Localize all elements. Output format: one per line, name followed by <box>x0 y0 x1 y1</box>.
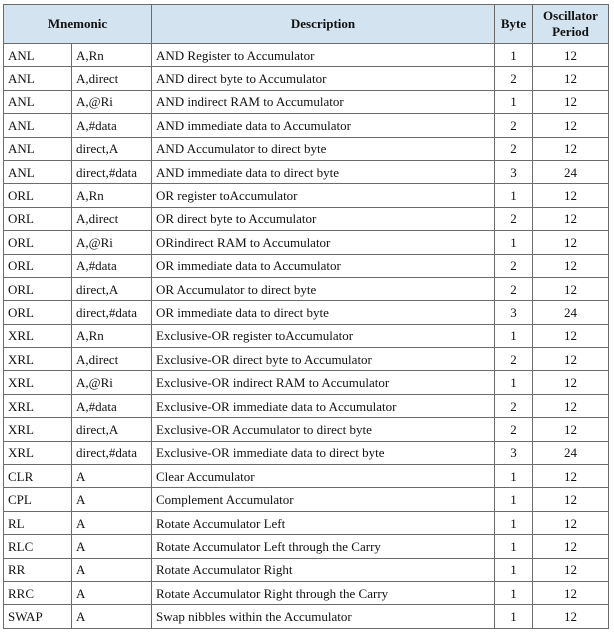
table-row <box>4 114 609 137</box>
cell-byte: 3 <box>495 160 533 183</box>
cell-description: ORindirect RAM to Accumulator <box>152 231 495 254</box>
cell-byte: 1 <box>495 324 533 347</box>
cell-oscillator-period: 12 <box>533 535 609 558</box>
cell-mnemonic: ANL <box>4 160 72 183</box>
cell-byte: 1 <box>495 558 533 581</box>
cell-operand: A,@Ri <box>72 90 152 113</box>
table-row <box>4 581 609 604</box>
cell-byte: 2 <box>495 277 533 300</box>
table-row <box>4 605 609 628</box>
table-row <box>4 67 609 90</box>
table-row <box>4 90 609 113</box>
table-row <box>4 348 609 371</box>
header-byte: Byte <box>495 5 533 44</box>
cell-byte: 2 <box>495 207 533 230</box>
cell-oscillator-period: 12 <box>533 254 609 277</box>
cell-description: OR register toAccumulator <box>152 184 495 207</box>
table-row <box>4 301 609 324</box>
table-row <box>4 441 609 464</box>
table-row <box>4 488 609 511</box>
cell-operand: A,direct <box>72 67 152 90</box>
cell-mnemonic: CPL <box>4 488 72 511</box>
table-row <box>4 254 609 277</box>
cell-mnemonic: ORL <box>4 207 72 230</box>
table-row <box>4 44 609 67</box>
cell-byte: 1 <box>495 90 533 113</box>
cell-mnemonic: ORL <box>4 254 72 277</box>
cell-byte: 2 <box>495 394 533 417</box>
cell-operand: A,#data <box>72 114 152 137</box>
cell-oscillator-period: 12 <box>533 324 609 347</box>
table-row <box>4 137 609 160</box>
table-row <box>4 511 609 534</box>
cell-mnemonic: RLC <box>4 535 72 558</box>
cell-description: Rotate Accumulator Right <box>152 558 495 581</box>
cell-mnemonic: SWAP <box>4 605 72 628</box>
header-oscillator-line1: Oscillator <box>543 8 598 23</box>
cell-byte: 1 <box>495 511 533 534</box>
cell-oscillator-period: 24 <box>533 160 609 183</box>
cell-mnemonic: CLR <box>4 465 72 488</box>
cell-operand: A <box>72 465 152 488</box>
cell-oscillator-period: 12 <box>533 511 609 534</box>
cell-description: Exclusive-OR immediate data to Accumulator <box>152 394 495 417</box>
cell-mnemonic: ORL <box>4 277 72 300</box>
cell-mnemonic: RL <box>4 511 72 534</box>
cell-operand: A,@Ri <box>72 371 152 394</box>
cell-mnemonic: RR <box>4 558 72 581</box>
cell-mnemonic: ORL <box>4 184 72 207</box>
cell-operand: A <box>72 581 152 604</box>
cell-byte: 1 <box>495 465 533 488</box>
cell-oscillator-period: 12 <box>533 605 609 628</box>
cell-mnemonic: ANL <box>4 44 72 67</box>
instruction-table <box>3 4 609 629</box>
cell-byte: 2 <box>495 137 533 160</box>
cell-operand: direct,#data <box>72 160 152 183</box>
cell-description: Rotate Accumulator Left through the Carry <box>152 535 495 558</box>
cell-operand: A,#data <box>72 254 152 277</box>
cell-operand: A,direct <box>72 348 152 371</box>
cell-description: OR immediate data to direct byte <box>152 301 495 324</box>
cell-description: OR immediate data to Accumulator <box>152 254 495 277</box>
cell-operand: A <box>72 488 152 511</box>
table-row <box>4 418 609 441</box>
cell-byte: 1 <box>495 371 533 394</box>
cell-mnemonic: ANL <box>4 90 72 113</box>
cell-description: AND Register to Accumulator <box>152 44 495 67</box>
cell-byte: 2 <box>495 348 533 371</box>
cell-operand: A <box>72 511 152 534</box>
table-row <box>4 160 609 183</box>
cell-oscillator-period: 12 <box>533 44 609 67</box>
cell-mnemonic: XRL <box>4 371 72 394</box>
cell-oscillator-period: 12 <box>533 67 609 90</box>
cell-description: AND indirect RAM to Accumulator <box>152 90 495 113</box>
cell-description: Rotate Accumulator Left <box>152 511 495 534</box>
cell-operand: A <box>72 605 152 628</box>
cell-oscillator-period: 12 <box>533 558 609 581</box>
cell-description: AND immediate data to direct byte <box>152 160 495 183</box>
cell-byte: 1 <box>495 581 533 604</box>
cell-oscillator-period: 12 <box>533 277 609 300</box>
cell-operand: A <box>72 558 152 581</box>
cell-operand: A,Rn <box>72 184 152 207</box>
cell-description: Complement Accumulator <box>152 488 495 511</box>
cell-operand: A,Rn <box>72 44 152 67</box>
cell-operand: direct,A <box>72 277 152 300</box>
cell-oscillator-period: 12 <box>533 137 609 160</box>
cell-description: OR Accumulator to direct byte <box>152 277 495 300</box>
cell-operand: A,direct <box>72 207 152 230</box>
cell-description: AND immediate data to Accumulator <box>152 114 495 137</box>
cell-mnemonic: XRL <box>4 441 72 464</box>
cell-description: Exclusive-OR register toAccumulator <box>152 324 495 347</box>
table-row <box>4 207 609 230</box>
cell-oscillator-period: 12 <box>533 114 609 137</box>
cell-oscillator-period: 12 <box>533 394 609 417</box>
cell-description: Swap nibbles within the Accumulator <box>152 605 495 628</box>
cell-oscillator-period: 12 <box>533 231 609 254</box>
cell-byte: 3 <box>495 301 533 324</box>
cell-description: Exclusive-OR immediate data to direct byte <box>152 441 495 464</box>
table-row <box>4 558 609 581</box>
cell-byte: 2 <box>495 418 533 441</box>
cell-description: Clear Accumulator <box>152 465 495 488</box>
header-oscillator-period <box>533 5 609 44</box>
table-row <box>4 231 609 254</box>
cell-description: AND Accumulator to direct byte <box>152 137 495 160</box>
table-row <box>4 535 609 558</box>
cell-oscillator-period: 24 <box>533 301 609 324</box>
cell-mnemonic: ORL <box>4 231 72 254</box>
cell-operand: A <box>72 535 152 558</box>
table-row <box>4 371 609 394</box>
cell-oscillator-period: 12 <box>533 465 609 488</box>
cell-mnemonic: ANL <box>4 137 72 160</box>
cell-description: OR direct byte to Accumulator <box>152 207 495 230</box>
cell-byte: 2 <box>495 114 533 137</box>
cell-oscillator-period: 12 <box>533 371 609 394</box>
cell-operand: direct,A <box>72 137 152 160</box>
cell-byte: 1 <box>495 184 533 207</box>
cell-mnemonic: ANL <box>4 114 72 137</box>
cell-mnemonic: XRL <box>4 324 72 347</box>
cell-mnemonic: XRL <box>4 394 72 417</box>
cell-oscillator-period: 12 <box>533 90 609 113</box>
table-row <box>4 394 609 417</box>
cell-mnemonic: XRL <box>4 348 72 371</box>
cell-oscillator-period: 24 <box>533 441 609 464</box>
cell-operand: direct,#data <box>72 301 152 324</box>
cell-description: AND direct byte to Accumulator <box>152 67 495 90</box>
cell-oscillator-period: 12 <box>533 184 609 207</box>
table-row <box>4 184 609 207</box>
cell-description: Rotate Accumulator Right through the Carry <box>152 581 495 604</box>
cell-description: Exclusive-OR direct byte to Accumulator <box>152 348 495 371</box>
cell-operand: direct,#data <box>72 441 152 464</box>
cell-byte: 1 <box>495 231 533 254</box>
header-description: Description <box>152 5 495 44</box>
cell-mnemonic: XRL <box>4 418 72 441</box>
cell-operand: direct,A <box>72 418 152 441</box>
cell-mnemonic: ANL <box>4 67 72 90</box>
header-row <box>4 5 609 44</box>
cell-operand: A,@Ri <box>72 231 152 254</box>
cell-byte: 1 <box>495 605 533 628</box>
cell-byte: 3 <box>495 441 533 464</box>
header-oscillator-line2: Period <box>552 24 589 39</box>
cell-mnemonic: ORL <box>4 301 72 324</box>
cell-operand: A,#data <box>72 394 152 417</box>
cell-mnemonic: RRC <box>4 581 72 604</box>
header-mnemonic: Mnemonic <box>4 5 152 44</box>
cell-byte: 2 <box>495 254 533 277</box>
cell-oscillator-period: 12 <box>533 207 609 230</box>
table-row <box>4 465 609 488</box>
cell-operand: A,Rn <box>72 324 152 347</box>
cell-oscillator-period: 12 <box>533 581 609 604</box>
table-row <box>4 277 609 300</box>
cell-byte: 1 <box>495 488 533 511</box>
cell-oscillator-period: 12 <box>533 418 609 441</box>
cell-description: Exclusive-OR Accumulator to direct byte <box>152 418 495 441</box>
table-body <box>4 44 609 629</box>
cell-byte: 1 <box>495 44 533 67</box>
cell-byte: 2 <box>495 67 533 90</box>
cell-description: Exclusive-OR indirect RAM to Accumulator <box>152 371 495 394</box>
cell-oscillator-period: 12 <box>533 488 609 511</box>
cell-byte: 1 <box>495 535 533 558</box>
cell-oscillator-period: 12 <box>533 348 609 371</box>
table-row <box>4 324 609 347</box>
